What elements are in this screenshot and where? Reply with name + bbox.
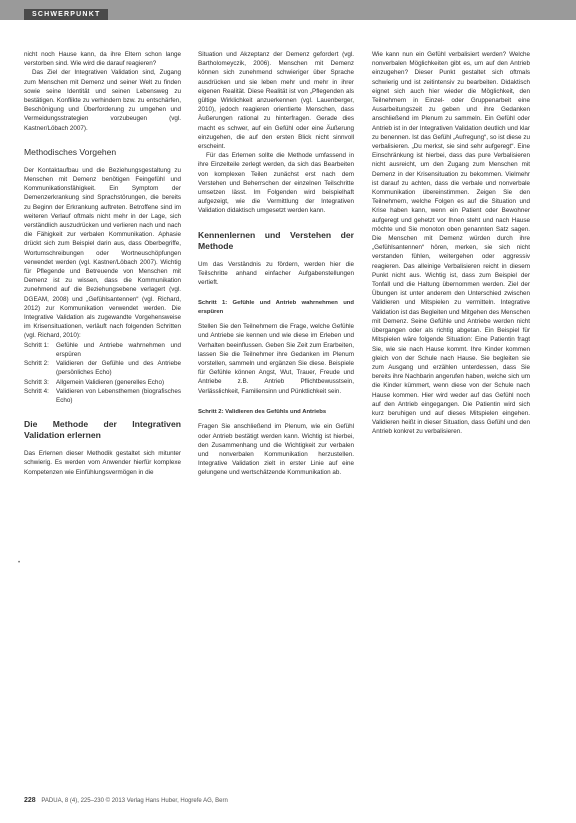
- steps-list: [24, 341, 181, 405]
- step-text: Validieren der Gefühle und des Antriebe (persönliches Echo): [56, 360, 181, 377]
- subheading: Schritt 2: Validieren des Gefühls und Antriebs: [198, 408, 327, 415]
- list-item: [24, 378, 181, 387]
- bullet-icon: •: [18, 560, 21, 566]
- paragraph: Wie kann nun ein Gefühl verbalisiert werden? Welche nonverbalen Möglichkeiten gibt es, um auf den Antrieb einzugehen? Dieser Punkt gestaltet sich oftmals schwierig und ist zeitintensiv zu bearbeiten. Didaktisch eignet sich auch hier wieder die Möglichkeit, den Teilnehmern in Einzel- oder Gruppenarbeit eine Ausarbeitungszeit zu geben und ihre Gedanken anschließend im Plenum zu sammeln. Ein Gefühl oder Antrieb ist in der Integrativen Validation deutlich und klar zu benennen. Ist das Gefühl „Aufregung“, so ist diese zu verbalisieren. „Du merkst, sie sind sehr aufgeregt“. Eine Einschränkung ist hierbei, dass das pure Verbalisieren nicht ausreicht, um den Zugang zum Menschen mit Demenz in der Krisensituation zu bekommen. Vielmehr ist darauf zu achten, dass die verbale und nonverbale Kommunikation übereinstimmen. Zeigen Sie den Teilnehmern, welche Folgen es auf die Situation und Krise haben kann, wenn ein Patient oder Bewohner aufgeregt und gehetzt vor Ihnen steht und nach Hause möchte und Sie monoton oben genannten Satz sagen. Die Menschen mit Demenz würden durch ihre „Gefühlsantennen“ hören, merken, sie sich nicht verstanden fühlen, weitergehen oder aggressiv reagieren. Das alleinige Verbalisieren reicht in diesem Punkt nicht aus. Wichtig ist, dass zum Beispiel der Tonfall und die Haltung übernommen werden. Ziel der Übungen ist unter anderem den Unterschied zwischen Validieren und Mitspielen zu vermitteln. Integrative Validation ist das Begleiten und Mitgehen des Menschen mit Demenz. Seine Gefühle und Antriebe werden nicht übergangen oder als richtig abgetan. Ein Beispiel für Mitspielen wäre folgende Situation: Eine Patientin fragt Sie, wie sie nach Hause kommt. Ihre Kinder kommen gleich von der Schule nach Hause. Sie begleiten sie zum Ausgang und erzählen unterdessen, dass Sie bereits ihre Nachbarin angerufen haben, welche sich um die Kinder kümmert, wenn diese von der Schule nach Hause kommen. Hier wird weder auf das Gefühl noch auf den Antrieb eingegangen. Die Patientin wird sich kurz beruhigen und auf dieses Mitspielen eingehen. Validieren heißt in dieser Situation, dass Gefühl und den Antrieb konkret zu verbalisieren.: [372, 51, 530, 436]
- header-bar: [0, 0, 576, 20]
- list-item: [24, 341, 181, 359]
- column-1: [24, 50, 181, 477]
- section-tab: SCHWERPUNKT: [24, 9, 108, 20]
- step-text: Allgemein Validieren (generelles Echo): [56, 378, 165, 386]
- step-key: Schritt 4:: [24, 387, 49, 395]
- step-key: Schritt 1:: [24, 341, 49, 349]
- list-item: [24, 359, 181, 377]
- column-2: [198, 50, 354, 478]
- column-3: [372, 50, 530, 437]
- step-key: Schritt 3:: [24, 378, 49, 386]
- paragraph: Stellen Sie den Teilnehmern die Frage, welche Gefühle und Antriebe sie kennen und wie diese im Erleben und Verhalten beeinflussen. Geben Sie Zeit zum Erarbeiten, lassen Sie die Teilnehmer ihre Gedanken im Plenum vorstellen, sammeln und ergänzen Sie diese. Beispiele für Gefühle können Angst, Wut, Trauer, Freude und Antriebe z.B. Antrieb Pflichtbewusstsein, Verlässlichkeit, Familiensinn und Pünktlichkeit sein.: [198, 323, 354, 395]
- footer-text: PADUA, 8 (4), 225–230 © 2013 Verlag Hans Huber, Hogrefe AG, Bern: [41, 798, 228, 804]
- paragraph: Situation und Akzeptanz der Demenz gefordert (vgl. Bartholomeyczik, 2006). Menschen mit Demenz können sich zunehmend schwieriger über Sprache ausdrücken und sie leben mehr und mehr in ihrer eigenen Realität. Diese Realität ist von „Pflegenden als gültige Wirklichkeit anzuerkennen (vgl. Lauenberger, 2010), jedoch reagieren orientierte Menschen, dass Äußerungen rational zu hinterfragen. Gerade dies macht es schwer, auf ein Gefühl oder eine Äußerung einzugehen, die auf den ersten Blick nicht sinnvoll erscheint.: [198, 51, 354, 151]
- list-item: [24, 387, 181, 405]
- paragraph: Für das Erlernen sollte die Methode umfassend in ihre Einzelteile zerlegt werden, da sich das Bearbeiten von komplexen Teilen zunächst erst nach dem Verstehen und Beherrschen der einzelnen Teilschritte umsetzen lässt. Im Folgenden wird beispielhaft aufgezeigt, wie die Vermittlung der Integrativen Validation didaktisch umgesetzt werden kann.: [198, 152, 354, 215]
- step-key: Schritt 2:: [24, 360, 49, 368]
- paragraph: Der Kontaktaufbau und die Beziehungsgestaltung zu Menschen mit Demenz benötigen Feingefühl und Kommunikationsfähigkeit. Ein Symptom der Demenzerkrankung sind Sprachstörungen, die bereits zu Beginn der Erkrankung auftreten. Betroffene sind im weiteren Verlauf oftmals nicht mehr in der Lage, sich verständlich auszudrücken und verlieren nach und nach die Fähigkeit zur verbalen Kommunikation. Aphasie drückt sich zum Beispiel darin aus, dass Oberbegriffe, Wortumschreibungen oder Wortneuschöpfungen verwendet werden (vgl. Kastner/Löbach 2007). Wichtig für Pflegende und Betreuende von Menschen mit Demenz ist zu wissen, dass die Kommunikation zunehmend auf die Beziehungsebene verlagert (vgl. DGEAM, 2008) und „Gefühlsantennen“ (vgl. Richard, 2012) zur Kommunikation verwendet werden. Die Integrative Validation als zugewandte Vorgehensweise im Krisensituationen, verläuft nach folgenden Schritten (vgl. Richard, 2010):: [24, 166, 181, 340]
- section-heading: Methodisches Vorgehen: [24, 146, 117, 157]
- subheading: Schritt 1: Gefühle und Antrieb wahrnehmen und erspüren: [198, 300, 354, 315]
- paragraph: nicht noch Hause kann, da ihre Eltern schon lange verstorben sind. Wie wird die darauf reagieren?: [24, 51, 181, 68]
- step-text: Validieren von Lebensthemen (biografisches Echo): [56, 387, 181, 404]
- footer: [24, 797, 228, 804]
- section-heading: Die Methode der Integrativen Validation erlernen: [24, 419, 181, 441]
- paragraph: Das Erlernen dieser Methodik gestaltet sich mitunter schwierig. Es werden vom Anwender hierfür komplexe Kompetenzen wie Einfühlungsvermögen in die: [24, 450, 181, 476]
- paragraph: Fragen Sie anschließend im Plenum, wie ein Gefühl oder Antrieb bestätigt werden kann. Wichtig ist hierbei, den Zusammenhang und die Wichtigkeit zur verbalen und nonverbalen Kommunikation herzustellen. Integrative Validation zielt in erster Linie auf eine gelungene und wertschätzende Kommunikation ab.: [198, 423, 354, 477]
- paragraph: Um das Verständnis zu fördern, werden hier die Teilschritte anhand einfacher Aufgabenstellungen vertieft.: [198, 260, 354, 287]
- paragraph: Das Ziel der Integrativen Validation sind, Zugang zum Menschen mit Demenz und seiner Welt zu finden sowie seine Identität und seinen Lebensweg zu bestätigen. Konflikte zu verhindern bzw. zu entschärfen, Beschönigung und Überforderung zu umgehen und Vermeidungsstrategien vorzubeugen (vgl. Kastner/Löbach 2007).: [24, 69, 181, 132]
- step-text: Gefühle und Antriebe wahrnehmen und erspüren: [56, 341, 181, 358]
- section-heading: Kennenlernen und Verstehen der Methode: [198, 229, 354, 251]
- page-number: 228: [24, 797, 36, 804]
